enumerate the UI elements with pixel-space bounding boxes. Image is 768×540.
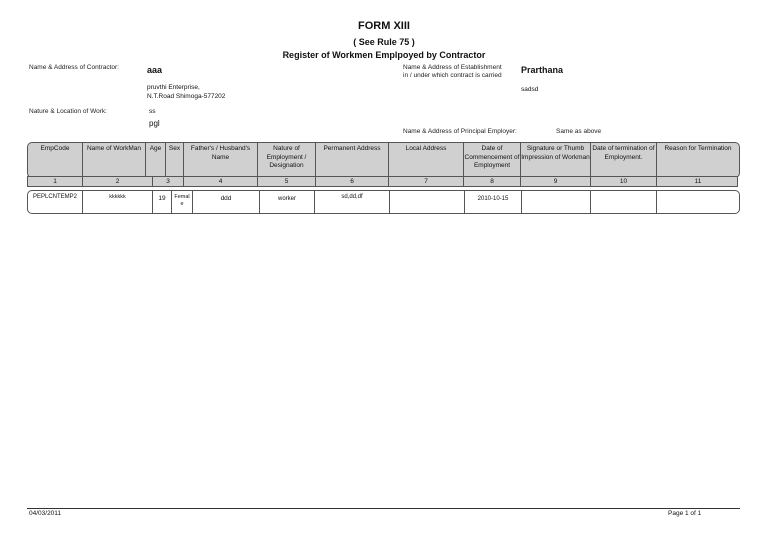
contractor-address-line2: N.T.Road Shimoga-577202 <box>147 93 226 100</box>
column-number: 3 <box>153 177 184 186</box>
column-number: 6 <box>316 177 389 186</box>
column-number: 8 <box>464 177 521 186</box>
header-signature-or-thumb: Signature or Thumb Impression of Workman <box>521 143 591 177</box>
header-sex: Sex <box>166 143 184 177</box>
establishment-address: sadsd <box>521 86 539 93</box>
column-number-row <box>27 176 738 187</box>
cell-reason-for-termination <box>657 191 739 213</box>
column-number: 2 <box>83 177 153 186</box>
column-number: 9 <box>521 177 591 186</box>
cell-age: 19 <box>153 191 172 213</box>
column-number: 7 <box>389 177 464 186</box>
header-reason-for-termination: Reason for Termination <box>664 145 732 152</box>
footer-divider <box>27 508 740 509</box>
principal-employer-value: Same as above <box>556 128 602 135</box>
register-table-header <box>27 142 740 178</box>
cell-local-address <box>390 191 465 213</box>
column-number: 4 <box>184 177 258 186</box>
establishment-label-line2: in / under which contract is carried <box>403 72 502 79</box>
header-date-of-termination: Date of termination of Employment. <box>591 143 657 177</box>
cell-date-of-commencement: 2010-10-15 <box>465 191 522 213</box>
cell-father-husband-name: ddd <box>193 191 260 213</box>
footer-page-number: Page 1 of 1 <box>668 510 702 517</box>
cell-sex: Female <box>172 191 193 213</box>
cell-empcode: PEPLCNTEMP2 <box>28 191 83 213</box>
cell-workman-name: kkkkkk <box>83 191 153 213</box>
column-number: 5 <box>258 177 316 186</box>
establishment-name: Prarthana <box>521 65 564 75</box>
contractor-address-line1: pruvthi Enterprise, <box>147 84 200 91</box>
header-father-husband-name: Father's / Husband's Name <box>184 143 258 177</box>
column-number: 11 <box>694 178 702 185</box>
header-local-address: Local Address <box>389 143 464 177</box>
form-heading: Register of Workmen Emplpoyed by Contractor <box>282 50 486 60</box>
cell-permanent-address: sd,dd,df <box>315 191 390 213</box>
cell-signature <box>522 191 591 213</box>
header-empcode: EmpCode <box>28 143 83 177</box>
header-nature-of-employment: Nature of Employment / Designation <box>258 143 316 177</box>
work-nature: ss <box>149 108 156 115</box>
establishment-label-line1: Name & Address of Establishment <box>403 64 502 71</box>
header-age: Age <box>146 143 166 177</box>
header-permanent-address: Permanent Address <box>316 143 389 177</box>
contractor-name: aaa <box>147 65 163 75</box>
work-label: Nature & Location of Work: <box>29 108 107 115</box>
form-title: FORM XIII <box>358 20 410 32</box>
principal-employer-label: Name & Address of Principal Employer: <box>403 128 517 135</box>
footer-date: 04/03/2011 <box>29 510 62 517</box>
table-row <box>27 190 740 214</box>
contractor-label: Name & Address of Contractor: <box>29 64 119 71</box>
header-date-of-commencement: Date of Commencement of Employment <box>464 143 521 177</box>
column-number: 1 <box>28 177 83 186</box>
work-location: pgl <box>149 119 160 128</box>
column-number: 10 <box>591 177 657 186</box>
form-subtitle: ( See Rule 75 ) <box>353 37 415 47</box>
header-workman-name: Name of WorkMan <box>83 143 146 177</box>
cell-date-of-termination <box>591 191 657 213</box>
cell-nature-of-employment: worker <box>260 191 315 213</box>
